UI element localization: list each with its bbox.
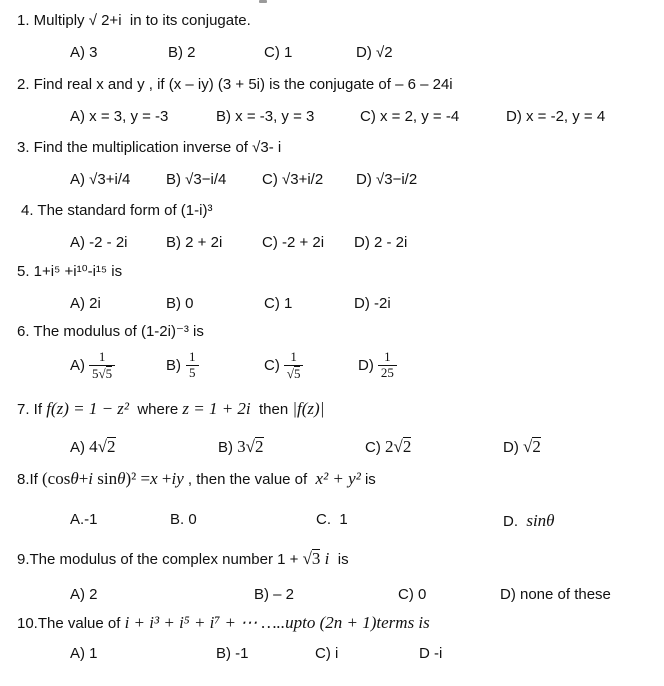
question-2-text bbox=[17, 76, 453, 95]
text-segment: 9.The modulus of the complex number 1 + bbox=[17, 551, 303, 568]
fraction-numerator: 1 bbox=[384, 349, 391, 364]
option-a bbox=[70, 234, 128, 251]
option-c bbox=[316, 511, 348, 528]
text-segment: 1. Multiply √ 2+i in to its conjugate. bbox=[17, 12, 251, 29]
text-segment: A) -2 - 2i bbox=[70, 234, 128, 251]
text-segment: θ bbox=[117, 469, 126, 488]
option-a bbox=[70, 44, 98, 61]
option-c bbox=[264, 44, 292, 61]
text-segment: 2 bbox=[107, 437, 116, 456]
option-d bbox=[419, 645, 442, 662]
option-label: C) bbox=[264, 357, 280, 375]
text-segment: C) 1 bbox=[264, 295, 293, 312]
text-segment: C) i bbox=[315, 645, 339, 662]
text-segment: x bbox=[150, 469, 158, 488]
option-b bbox=[166, 295, 194, 312]
fraction-numerator: 1 bbox=[290, 349, 297, 364]
fraction-denominator bbox=[186, 365, 199, 381]
option-d bbox=[356, 44, 393, 61]
text-segment: 3. Find the multiplication inverse of √3- i bbox=[17, 139, 282, 156]
fraction-numerator: 1 bbox=[98, 349, 106, 364]
option-c bbox=[315, 645, 338, 662]
text-segment: 4√ bbox=[89, 437, 108, 456]
text-segment: 7. If bbox=[17, 401, 47, 418]
text-segment: 2. Find real x and y , if (x – iy) (3 + 5i) is the conjugate of – 6 – 24i bbox=[17, 76, 453, 93]
text-segment: 5 bbox=[105, 365, 113, 381]
question-5-text bbox=[17, 263, 122, 282]
option-c bbox=[360, 108, 459, 125]
text-segment: B) 2 + 2i bbox=[166, 234, 223, 251]
option-label: A) bbox=[70, 357, 85, 375]
question-9-text bbox=[17, 548, 349, 570]
text-segment: 8.If bbox=[17, 471, 43, 488]
text-segment: A.-1 bbox=[70, 511, 98, 528]
text-segment: i + i³ + i⁵ + i⁷ + ⋯ …..upto (2n + 1)terms is bbox=[124, 613, 430, 632]
text-segment: A) 2i bbox=[70, 295, 101, 312]
text-segment: D) none of these bbox=[500, 586, 611, 603]
text-segment: |f(z)| bbox=[292, 399, 325, 418]
text-segment: θ bbox=[70, 469, 79, 488]
text-segment: where bbox=[129, 401, 183, 418]
text-segment: D) √3−i/2 bbox=[356, 171, 418, 188]
fraction-numerator: 1 bbox=[189, 349, 196, 364]
text-segment: A) √3+i/4 bbox=[70, 171, 131, 188]
text-segment: A) 1 bbox=[70, 645, 98, 662]
option-c bbox=[264, 350, 303, 382]
option-d bbox=[354, 295, 391, 312]
text-segment: f(z) = 1 − z² bbox=[46, 399, 130, 418]
text-segment: D -i bbox=[419, 645, 443, 662]
text-segment: D. bbox=[503, 513, 527, 530]
text-segment: C) x = 2, y = -4 bbox=[360, 108, 460, 125]
text-segment: D) √2 bbox=[356, 44, 393, 61]
question-8-text bbox=[17, 468, 376, 490]
text-segment: C) √3+i/2 bbox=[262, 171, 324, 188]
text-segment: A) bbox=[70, 439, 90, 456]
option-b bbox=[166, 234, 222, 251]
option-label: D) bbox=[358, 356, 374, 374]
text-segment: 2 bbox=[402, 437, 412, 456]
option-c bbox=[365, 437, 411, 457]
text-segment: x² + y² bbox=[315, 469, 361, 488]
text-segment: 5√ bbox=[92, 365, 106, 381]
option-d bbox=[356, 171, 417, 188]
option-a bbox=[70, 586, 98, 603]
option-a bbox=[70, 295, 101, 312]
option-label: B) bbox=[166, 356, 181, 374]
text-segment: A) 3 bbox=[70, 44, 98, 61]
text-segment: + bbox=[157, 469, 172, 488]
text-segment: 10.The value of bbox=[17, 615, 125, 632]
fraction bbox=[185, 350, 200, 381]
text-segment: 3 bbox=[311, 549, 321, 568]
option-a bbox=[70, 108, 168, 125]
text-segment: D) x = -2, y = 4 bbox=[506, 108, 606, 125]
option-b bbox=[166, 350, 200, 381]
text-segment: 25 bbox=[380, 364, 394, 380]
option-a bbox=[70, 645, 98, 662]
text-segment: 5 bbox=[189, 364, 196, 380]
option-d bbox=[503, 437, 541, 457]
text-segment: D) bbox=[503, 439, 523, 456]
text-segment: then bbox=[250, 401, 293, 418]
text-segment: 3√ bbox=[237, 437, 256, 456]
option-d bbox=[358, 350, 397, 381]
text-segment: B) – 2 bbox=[254, 586, 295, 603]
text-segment: 2√ bbox=[385, 437, 403, 456]
text-segment: 5. 1+i⁵ +i¹⁰-i¹⁵ is bbox=[17, 263, 123, 280]
text-segment: B) 0 bbox=[166, 295, 194, 312]
text-segment: i bbox=[88, 469, 94, 488]
option-b bbox=[170, 511, 197, 528]
text-segment: is bbox=[360, 471, 376, 488]
text-segment: sinθ bbox=[526, 511, 555, 530]
question-4-text bbox=[21, 202, 212, 221]
option-c bbox=[262, 234, 324, 251]
text-segment: A) x = 3, y = -3 bbox=[70, 108, 169, 125]
text-segment: 2 bbox=[255, 437, 264, 456]
text-segment: 2 bbox=[532, 437, 541, 456]
text-segment: iy bbox=[171, 469, 184, 488]
text-segment: (cos bbox=[42, 469, 71, 488]
text-segment: D) -2i bbox=[354, 295, 391, 312]
text-segment: √ bbox=[302, 549, 312, 568]
text-segment: B) -1 bbox=[216, 645, 249, 662]
text-segment: B) bbox=[218, 439, 238, 456]
text-segment: i bbox=[324, 549, 330, 568]
text-segment: B) √3−i/4 bbox=[166, 171, 227, 188]
text-segment: D) 2 - 2i bbox=[354, 234, 408, 251]
text-segment: 6. The modulus of (1-2i)⁻³ is bbox=[17, 323, 204, 340]
option-c bbox=[264, 295, 292, 312]
question-3-text bbox=[17, 139, 281, 158]
text-segment: + bbox=[78, 469, 89, 488]
fraction bbox=[284, 350, 304, 382]
text-segment: C) bbox=[365, 439, 385, 456]
fraction bbox=[378, 350, 397, 381]
option-a bbox=[70, 350, 115, 382]
text-segment: )² = bbox=[125, 469, 151, 488]
text-segment: C. 1 bbox=[316, 511, 348, 528]
cropped-text-artifact bbox=[259, 0, 267, 3]
text-segment: C) 1 bbox=[264, 44, 293, 61]
text-segment: is bbox=[329, 551, 349, 568]
text-segment: √ bbox=[523, 437, 533, 456]
option-a bbox=[70, 437, 116, 457]
option-b bbox=[216, 108, 314, 125]
fraction-denominator bbox=[89, 365, 115, 382]
option-c bbox=[398, 586, 426, 603]
fraction-denominator bbox=[284, 365, 304, 382]
option-c bbox=[262, 171, 323, 188]
text-segment: 5 bbox=[293, 365, 301, 381]
text-segment: B. 0 bbox=[170, 511, 197, 528]
text-segment: C) 0 bbox=[398, 586, 427, 603]
option-b bbox=[218, 437, 264, 457]
question-1-text bbox=[17, 12, 251, 31]
fraction bbox=[89, 350, 115, 382]
text-segment: sin bbox=[93, 469, 118, 488]
option-a bbox=[70, 171, 130, 188]
text-segment: B) x = -3, y = 3 bbox=[216, 108, 315, 125]
option-d bbox=[354, 234, 407, 251]
text-segment: z = 1 + 2i bbox=[182, 399, 251, 418]
text-segment: A) 2 bbox=[70, 586, 98, 603]
option-b bbox=[168, 44, 196, 61]
question-10-text bbox=[17, 612, 430, 634]
option-b bbox=[166, 171, 226, 188]
option-b bbox=[254, 586, 294, 603]
text-segment: 4. The standard form of (1-i)³ bbox=[21, 202, 213, 219]
fraction-denominator bbox=[378, 365, 397, 381]
question-7-text bbox=[17, 398, 324, 420]
text-segment: √ bbox=[286, 365, 294, 381]
option-d bbox=[503, 511, 555, 531]
option-b bbox=[216, 645, 249, 662]
option-d bbox=[500, 586, 611, 603]
question-6-text bbox=[17, 323, 204, 342]
text-segment: , then the value of bbox=[183, 471, 316, 488]
option-d bbox=[506, 108, 605, 125]
option-a bbox=[70, 511, 98, 528]
text-segment: C) -2 + 2i bbox=[262, 234, 325, 251]
text-segment: B) 2 bbox=[168, 44, 196, 61]
